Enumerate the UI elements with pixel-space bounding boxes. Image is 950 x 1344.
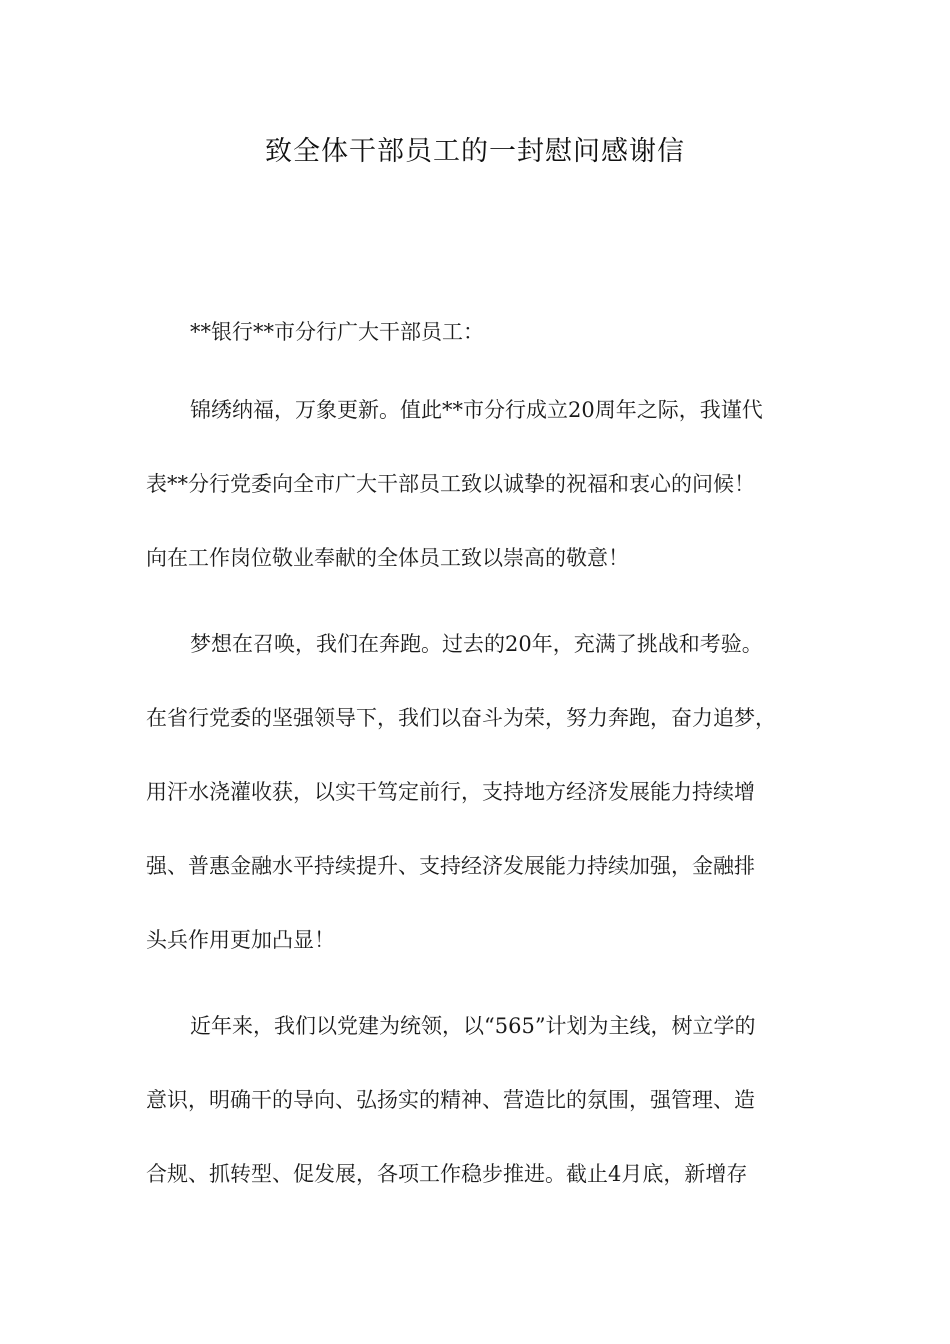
paragraph-2-line-1: 梦想在召唤，我们在奔跑。过去的20年，充满了挑战和考验。 xyxy=(190,632,763,656)
salutation: **银行**市分行广大干部员工： xyxy=(190,320,484,344)
paragraph-2-line-2: 在省行党委的坚强领导下，我们以奋斗为荣，努力奔跑，奋力追梦， xyxy=(146,706,776,730)
paragraph-1-line-1: 锦绣纳福，万象更新。值此**市分行成立20周年之际，我谨代 xyxy=(190,398,763,422)
paragraph-1-line-2: 表**分行党委向全市广大干部员工致以诚挚的祝福和衷心的问候！ xyxy=(146,472,755,496)
paragraph-2-line-4: 强、普惠金融水平持续提升、支持经济发展能力持续加强，金融排 xyxy=(146,854,755,878)
paragraph-2-line-3: 用汗水浇灌收获，以实干笃定前行，支持地方经济发展能力持续增 xyxy=(146,780,755,804)
paragraph-1-line-3: 向在工作岗位敬业奉献的全体员工致以崇高的敬意！ xyxy=(146,546,629,570)
paragraph-3-line-2: 意识，明确干的导向、弘扬实的精神、营造比的氛围，强管理、造 xyxy=(146,1088,755,1112)
paragraph-2-line-5: 头兵作用更加凸显！ xyxy=(146,928,335,952)
document-title: 致全体干部员工的一封慰问感谢信 xyxy=(265,136,685,167)
paragraph-3-line-3: 合规、抓转型、促发展，各项工作稳步推进。截止4月底，新增存 xyxy=(146,1162,748,1186)
paragraph-3-line-1: 近年来，我们以党建为统领，以“565”计划为主线，树立学的 xyxy=(190,1014,756,1038)
